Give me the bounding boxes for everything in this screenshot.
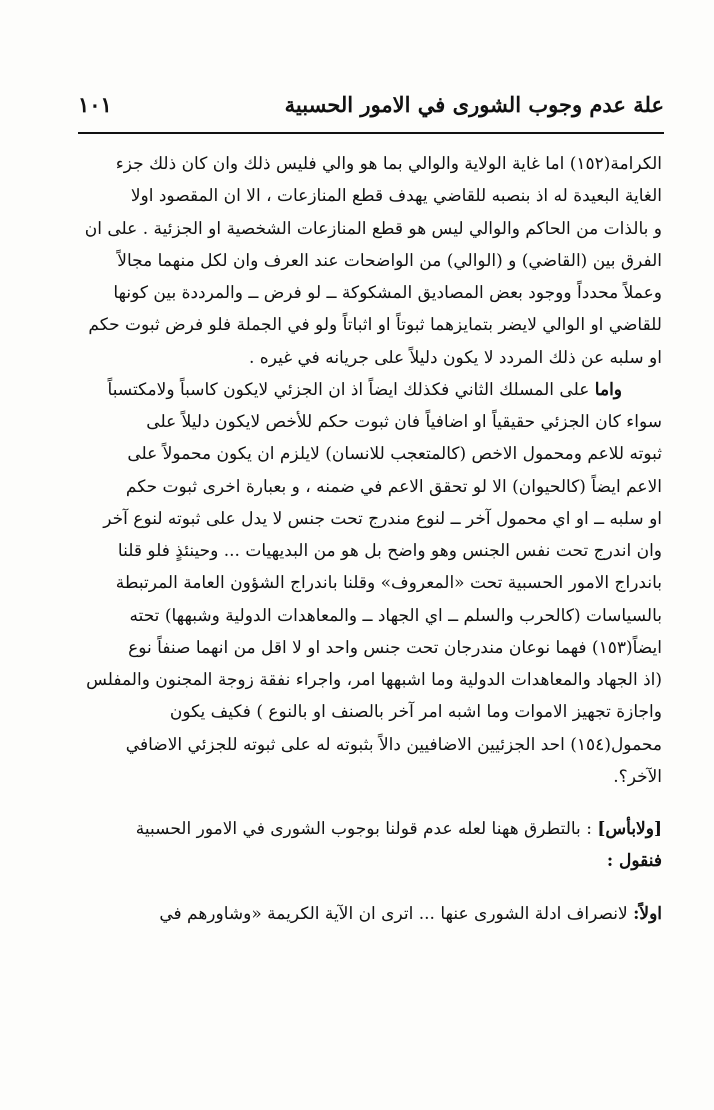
paragraph-lead: واما [594, 379, 622, 400]
text-line: و بالذات من الحاكم والوالي ليس هو قطع المنازعات الشخصية او الجزئية . على ان [84, 218, 662, 239]
text-line [60, 813, 662, 845]
paragraph-lead: اولاً: [633, 903, 662, 924]
text-line: او سلبه ــ او اي محمول آخر ــ لنوع مندرج تحت جنس لا يدل على ثبوته لنوع آخر [103, 508, 662, 529]
paragraph-gap [60, 878, 662, 898]
text-line: محمول(١٥٤) احد الجزئيين الاضافيين دالاً بثبوته له على ثبوته للجزئي الاضافي [125, 734, 662, 755]
text-line-content: لانصراف ادلة الشورى عنها ... اترى ان الآية الكريمة «وشاورهم في [159, 903, 634, 924]
text-line: للقاضي او الوالي لايضر بتمايزهما ثبوتاً او اثباتاً ولو في الجملة فلو فرض ثبوت حكم [88, 315, 662, 336]
text-line-content: : بالتطرق ههنا لعله عدم قولنا بوجوب الشورى في الامور الحسبية [135, 819, 598, 839]
text-line: سواء كان الجزئي حقيقياً او اضافياً فان ثبوت حكم للأخص لايكون دليلاً على [146, 412, 662, 432]
text-line [60, 898, 662, 930]
text-line: (اذ الجهاد والمعاهدات الدولية وما اشبهها امر، واجراء نفقة زوجة المجنون والمفلس [86, 670, 662, 690]
running-header [78, 88, 664, 134]
text-line: ثبوته للاعم ومحمول الاخص (كالمتعجب للانسان) لايلزم ان يكون محمولاً على [127, 444, 662, 465]
text-line: باندراج الامور الحسبية تحت «المعروف» وقلنا باندراج الشؤون العامة المرتبطة [115, 573, 662, 594]
text-line [60, 374, 662, 406]
paragraph-gap [60, 793, 662, 813]
text-line: الفرق بين (القاضي) و (الوالي) من الواضحات عند العرف وان لكل منهما مجالاً [117, 250, 662, 271]
paragraph-lead: [ولابأس] [597, 819, 662, 839]
text-line: واجازة تجهيز الاموات وما اشبه امر آخر بالصنف او بالنوع ) فكيف يكون [169, 702, 662, 723]
text-line: فنقول : [606, 851, 662, 872]
text-line: بالسياسات (كالحرب والسلم ــ اي الجهاد ــ والمعاهدات الدولية وشبهها) تحته [129, 605, 662, 626]
text-line: ايضاً(١٥٣) فهما نوعان مندرجان تحت جنس واحد او لا اقل من انهما صنفاً نوع [128, 637, 662, 658]
text-line: وان اندرج تحت نفس الجنس وهو واضح بل هو من البديهيات ... وحينئذٍ فلو قلنا [117, 541, 662, 561]
text-line: الغاية البعيدة له اذ بنصبه للقاضي يهدف قطع المنازعات ، الا ان المقصود اولا [130, 186, 662, 207]
body-text [60, 148, 662, 930]
text-line: الاعم ايضاً (كالحيوان) الا لو تحقق الاعم في ضمنه ، و بعبارة اخرى ثبوت حكم [125, 476, 662, 497]
text-line: الآخر؟. [613, 766, 662, 787]
text-line: وعملاً محدداً ووجود بعض المصاديق المشكوكة ــ لو فرض ــ والمرددة بين كونها [113, 283, 662, 303]
text-line: او سلبه عن ذلك المردد لا يكون دليلاً على جريانه في غيره . [248, 347, 662, 368]
page-number: ١٠١ [78, 92, 112, 117]
text-line: الكرامة(١٥٢) اما غاية الولاية والوالي بما هو والي فليس ذلك وان كان ذلك جزء [115, 154, 662, 174]
text-line-content: على المسلك الثاني فكذلك ايضاً اذ ان الجزئي لايكون كاسباً ولامكتسباً [107, 379, 595, 400]
header-title: علة عدم وجوب الشورى في الامور الحسبية [284, 92, 664, 117]
